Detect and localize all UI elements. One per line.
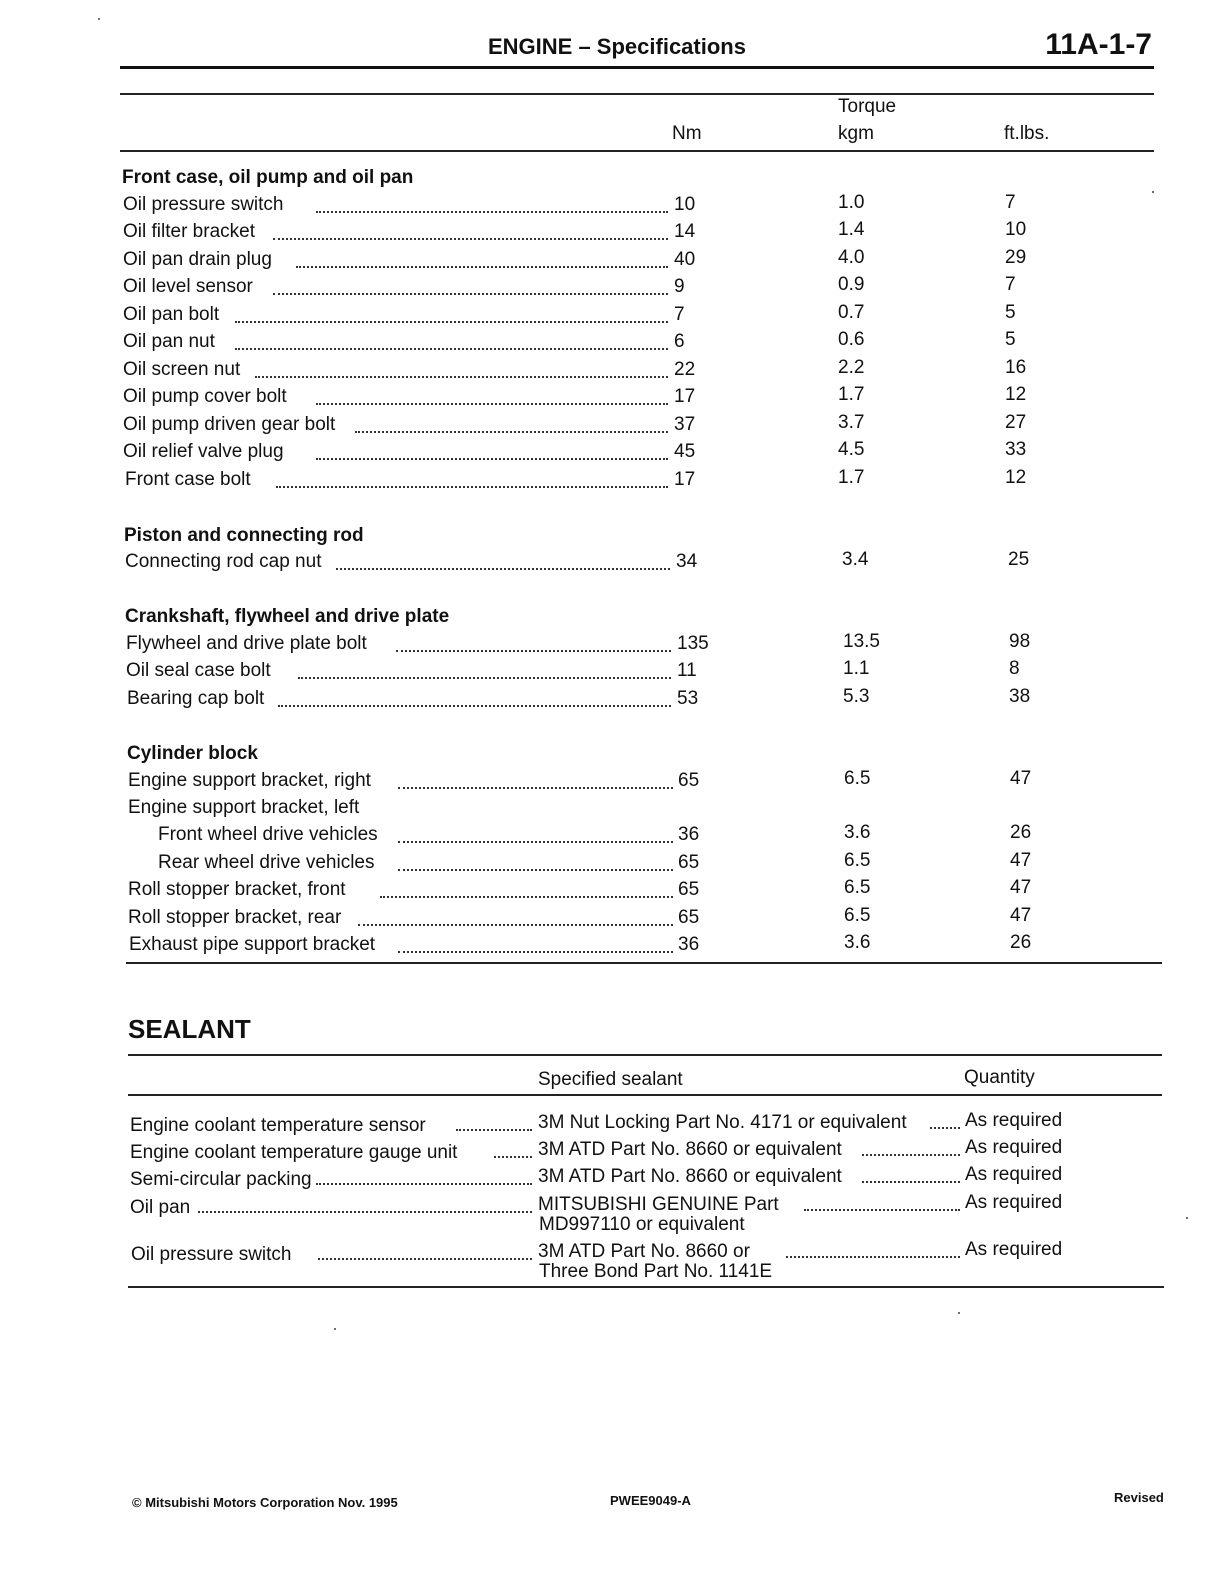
scan-speck [1152,191,1154,193]
sealant-component-label: Oil pan [130,1197,191,1218]
dot-leader [396,650,671,652]
kgm-value: 0.7 [838,302,865,323]
dot-leader [316,458,668,460]
torque-row [0,386,1224,412]
dot-leader [398,869,673,871]
scan-speck [98,18,100,20]
dot-leader [316,403,668,405]
kgm-value: 3.7 [838,412,865,433]
footer-document-code: PWEE9049-A [610,1493,691,1508]
sealant-row [0,1239,1224,1288]
nm-value: 17 [674,469,696,490]
ftlbs-value: 47 [1010,905,1032,926]
nm-value: 65 [678,852,700,873]
nm-value: 135 [677,633,709,654]
footer-revision-status: Revised [1114,1490,1164,1505]
torque-row [0,797,1224,823]
ftlbs-value: 29 [1005,247,1027,268]
ftlbs-value: 5 [1005,329,1016,350]
sealant-section-title: SEALANT [128,1014,251,1044]
ftlbs-value: 25 [1008,549,1030,570]
nm-value: 34 [676,551,698,572]
component-label: Oil screen nut [123,359,241,380]
nm-value: 65 [678,770,700,791]
specified-sealant-value: 3M Nut Locking Part No. 4171 or equivalent [538,1112,907,1133]
torque-row [0,879,1224,905]
dot-leader [930,1127,960,1129]
torque-row [0,441,1224,467]
sealant-row [0,1164,1224,1193]
dot-leader [358,924,673,926]
ftlbs-value: 12 [1005,384,1027,405]
specified-sealant-value-line2: MD997110 or equivalent [539,1214,745,1235]
component-label: Engine support bracket, right [128,770,371,791]
dot-leader [278,705,671,707]
kgm-value: 2.2 [838,357,865,378]
component-label: Oil relief valve plug [123,441,284,462]
torque-table-header-rule [120,150,1154,152]
torque-row [0,907,1224,933]
ftlbs-value: 8 [1009,658,1020,679]
ftlbs-value: 98 [1009,631,1031,652]
quantity-value: As required [965,1137,1063,1158]
component-label: Oil pressure switch [123,194,284,215]
scan-speck [1186,1217,1188,1219]
sealant-component-label: Semi-circular packing [130,1169,312,1190]
kgm-value: 6.5 [844,768,871,789]
component-label: Bearing cap bolt [127,688,265,709]
sealant-table-bottom-rule [128,1286,1164,1288]
torque-row [0,660,1224,686]
sealant-component-label: Oil pressure switch [131,1244,292,1265]
component-label: Engine support bracket, left [128,797,360,818]
nm-value: 10 [674,194,696,215]
torque-row [0,221,1224,247]
nm-value: 14 [674,221,696,242]
specified-sealant-value-line2: Three Bond Part No. 1141E [539,1261,773,1282]
sealant-component-label: Engine coolant temperature gauge unit [130,1142,458,1163]
torque-row [0,688,1224,714]
component-label: Oil pump cover bolt [123,386,287,407]
torque-row [0,359,1224,385]
kgm-value: 5.3 [843,686,870,707]
torque-row [0,304,1224,330]
torque-row [0,551,1224,577]
section-heading: Front case, oil pump and oil pan [122,167,414,188]
dot-leader [273,238,668,240]
dot-leader [804,1209,960,1211]
torque-row [0,194,1224,220]
nm-value: 7 [674,304,685,325]
component-label: Rear wheel drive vehicles [158,852,375,873]
torque-table-bottom-rule [126,962,1162,964]
kgm-value: 3.6 [844,822,871,843]
torque-row [0,934,1224,960]
sealant-row [0,1192,1224,1241]
kgm-value: 6.5 [844,850,871,871]
torque-row [0,469,1224,495]
dot-leader [198,1211,532,1213]
kgm-value: 4.0 [838,247,865,268]
component-label: Flywheel and drive plate bolt [126,633,367,654]
section-heading: Cylinder block [127,743,258,764]
quantity-value: As required [965,1164,1063,1185]
footer-copyright: © Mitsubishi Motors Corporation Nov. 1995 [132,1495,398,1510]
nm-value: 11 [677,660,697,681]
dot-leader [380,896,673,898]
component-label: Oil pan drain plug [123,249,272,270]
torque-row [0,331,1224,357]
component-label: Oil level sensor [123,276,253,297]
kgm-value: 6.5 [844,877,871,898]
nm-value: 65 [678,907,700,928]
torque-row [0,852,1224,878]
ftlbs-value: 5 [1005,302,1016,323]
dot-leader [318,1258,532,1260]
dot-leader [456,1129,532,1131]
kgm-value: 1.7 [838,467,865,488]
quantity-header: Quantity [964,1067,1035,1088]
component-label: Roll stopper bracket, rear [128,907,342,928]
kgm-value: 3.4 [842,549,869,570]
dot-leader [276,486,668,488]
torque-table-top-rule [120,93,1154,95]
dot-leader [398,787,673,789]
dot-leader [235,321,668,323]
dot-leader [336,568,670,570]
dot-leader [255,376,668,378]
kgm-value: 0.6 [838,329,865,350]
header-rule [120,66,1154,69]
nm-value: 40 [674,249,696,270]
torque-row [0,633,1224,659]
torque-row [0,414,1224,440]
dot-leader [786,1256,960,1258]
torque-column-header: Torque [838,96,897,117]
dot-leader [316,1183,532,1185]
nm-value: 53 [677,688,699,709]
dot-leader [862,1181,960,1183]
kgm-value: 1.0 [838,192,865,213]
dot-leader [494,1156,532,1158]
sealant-row [0,1110,1224,1139]
component-label: Oil seal case bolt [126,660,271,681]
ftlbs-value: 47 [1010,877,1032,898]
sealant-row [0,1137,1224,1166]
kgm-value: 3.6 [844,932,871,953]
ftlbs-value: 16 [1005,357,1027,378]
component-label: Oil pump driven gear bolt [123,414,336,435]
component-label: Oil filter bracket [123,221,255,242]
dot-leader [862,1154,960,1156]
ftlbs-value: 27 [1005,412,1027,433]
ftlbs-value: 33 [1005,439,1027,460]
nm-value: 37 [674,414,696,435]
specified-sealant-header: Specified sealant [538,1069,683,1090]
dot-leader [273,293,668,295]
torque-row [0,770,1224,796]
dot-leader [355,431,668,433]
quantity-value: As required [965,1192,1063,1213]
specified-sealant-value: 3M ATD Part No. 8660 or equivalent [538,1166,842,1187]
ftlbs-column-header: ft.lbs. [1004,123,1050,144]
nm-column-header: Nm [672,123,702,144]
ftlbs-value: 38 [1009,686,1031,707]
ftlbs-value: 7 [1005,192,1016,213]
quantity-value: As required [965,1239,1063,1260]
specified-sealant-value: 3M ATD Part No. 8660 or equivalent [538,1139,842,1160]
dot-leader [316,211,668,213]
dot-leader [398,841,673,843]
component-label: Front case bolt [125,469,251,490]
ftlbs-value: 47 [1010,768,1032,789]
dot-leader [298,677,671,679]
kgm-value: 1.4 [838,219,865,240]
component-label: Front wheel drive vehicles [158,824,378,845]
nm-value: 9 [674,276,685,297]
kgm-column-header: kgm [838,123,874,144]
section-heading: Crankshaft, flywheel and drive plate [125,606,450,627]
component-label: Connecting rod cap nut [125,551,322,572]
nm-value: 22 [674,359,696,380]
section-heading: Piston and connecting rod [124,525,364,546]
component-label: Roll stopper bracket, front [128,879,346,900]
nm-value: 17 [674,386,696,407]
ftlbs-value: 26 [1010,932,1032,953]
dot-leader [296,266,668,268]
component-label: Exhaust pipe support bracket [129,934,376,955]
ftlbs-value: 10 [1005,219,1027,240]
scan-speck [958,1312,960,1314]
ftlbs-value: 26 [1010,822,1032,843]
nm-value: 6 [674,331,685,352]
sealant-table-top-rule [128,1054,1162,1056]
kgm-value: 1.7 [838,384,865,405]
quantity-value: As required [965,1110,1063,1131]
nm-value: 36 [678,934,700,955]
torque-row [0,824,1224,850]
kgm-value: 1.1 [843,658,870,679]
page-number: 11A-1-7 [1045,28,1152,61]
specified-sealant-value: 3M ATD Part No. 8660 or [538,1241,750,1262]
sealant-table-header-rule [128,1094,1162,1096]
component-label: Oil pan bolt [123,304,220,325]
ftlbs-value: 7 [1005,274,1016,295]
nm-value: 65 [678,879,700,900]
component-label: Oil pan nut [123,331,215,352]
kgm-value: 6.5 [844,905,871,926]
nm-value: 36 [678,824,700,845]
specified-sealant-value: MITSUBISHI GENUINE Part [538,1194,779,1215]
nm-value: 45 [674,441,696,462]
kgm-value: 4.5 [838,439,865,460]
dot-leader [398,951,673,953]
ftlbs-value: 12 [1005,467,1027,488]
kgm-value: 13.5 [843,631,880,652]
scan-speck [334,1328,336,1330]
ftlbs-value: 47 [1010,850,1032,871]
page-title: ENGINE – Specifications [488,34,746,59]
torque-row [0,276,1224,302]
dot-leader [235,348,668,350]
kgm-value: 0.9 [838,274,865,295]
sealant-component-label: Engine coolant temperature sensor [130,1115,426,1136]
torque-row [0,249,1224,275]
